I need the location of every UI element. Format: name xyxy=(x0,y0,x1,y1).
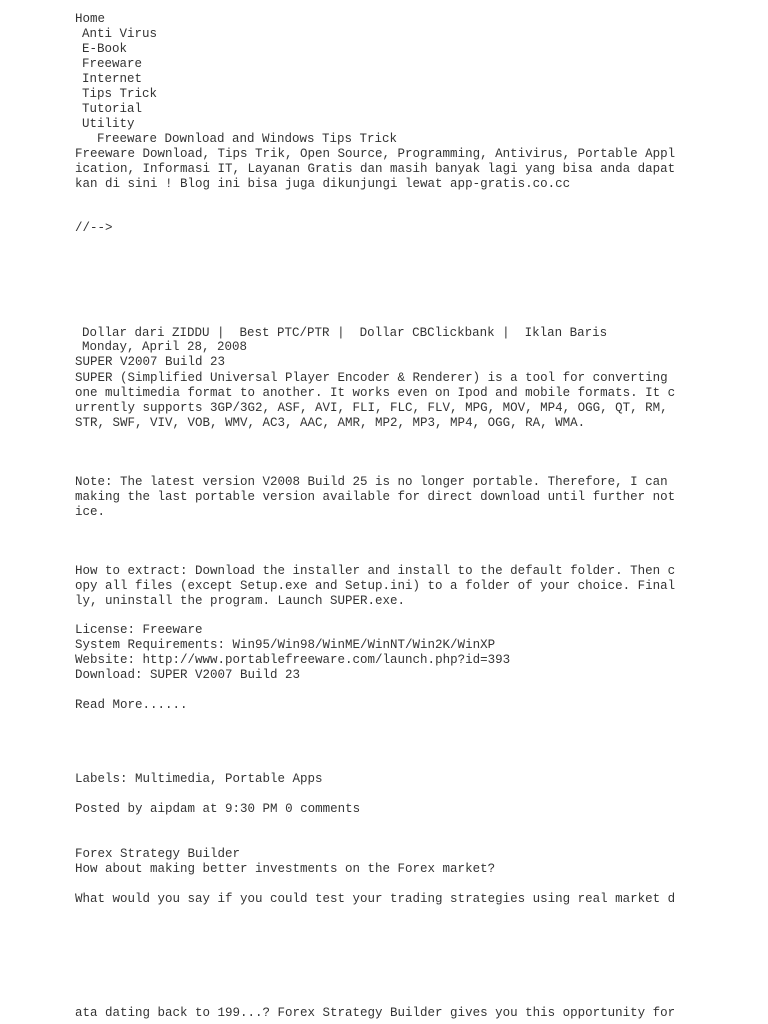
nav-anti-virus-link[interactable]: Anti Virus xyxy=(82,27,158,41)
script-comment: //--> xyxy=(75,221,113,235)
posted-by-prefix: Posted by xyxy=(75,802,151,816)
ad-link-ziddu[interactable]: Dollar dari ZIDDU xyxy=(82,326,210,340)
post-body-line: What would you say if you could test your trading strategies using real market d xyxy=(75,892,676,906)
nav-tutorial-link[interactable]: Tutorial xyxy=(82,102,143,116)
ad-links-separator: | xyxy=(494,326,525,340)
post-title-link[interactable]: SUPER V2007 Build 23 xyxy=(75,355,226,369)
post-author: aipdam xyxy=(150,802,196,816)
ad-link-ptc[interactable]: Best PTC/PTR xyxy=(239,326,330,340)
ad-links-bar xyxy=(82,326,607,341)
post-body-line: STR, SWF, VIV, VOB, WMV, AC3, AAC, AMR, MP2, MP3, MP4, OGG, RA, WMA. xyxy=(75,416,586,430)
post-extract-line: opy all files (except Setup.exe and Setup.ini) to a folder of your choice. Final xyxy=(75,579,676,593)
post-note-line: ice. xyxy=(75,505,106,519)
website-link[interactable]: http://www.portablefreeware.com/launch.php?id=393 xyxy=(142,653,511,667)
ad-links-separator: | xyxy=(329,326,360,340)
nav-tips-trick-link[interactable]: Tips Trick xyxy=(82,87,158,101)
post-website xyxy=(75,653,510,668)
posted-at: at xyxy=(195,802,226,816)
blog-description-line: ication, Informasi IT, Layanan Gratis dan masih banyak lagi yang bisa anda dapat xyxy=(75,162,676,176)
nav-ebook-link[interactable]: E-Book xyxy=(82,42,128,56)
post-body-line: one multimedia format to another. It works even on Ipod and mobile formats. It c xyxy=(75,386,676,400)
labels-prefix: Labels: xyxy=(75,772,136,786)
ad-link-iklan-baris[interactable]: Iklan Baris xyxy=(524,326,608,340)
post-time-link[interactable]: 9:30 PM xyxy=(225,802,278,816)
nav-utility-link[interactable]: Utility xyxy=(82,117,135,131)
post-body-line: ata dating back to 199...? Forex Strategy Builder gives you this opportunity for xyxy=(75,1006,676,1020)
blog-description-line: Freeware Download, Tips Trik, Open Source, Programming, Antivirus, Portable Appl xyxy=(75,147,676,161)
label-link-multimedia[interactable]: Multimedia xyxy=(135,772,211,786)
post-body-line: SUPER (Simplified Universal Player Encoder & Renderer) is a tool for converting xyxy=(75,371,668,385)
blog-description-line: kan di sini ! Blog ini bisa juga dikunjungi lewat app-gratis.co.cc xyxy=(75,177,571,191)
nav-home-link[interactable]: Home xyxy=(75,12,106,26)
read-more-link[interactable]: Read More...... xyxy=(75,698,188,712)
post-note-line: making the last portable version available for direct download until further not xyxy=(75,490,676,504)
post-extract-line: ly, uninstall the program. Launch SUPER.exe. xyxy=(75,594,406,608)
nav-internet-link[interactable]: Internet xyxy=(82,72,143,86)
ad-links-separator: | xyxy=(209,326,240,340)
label-link-portable-apps[interactable]: Portable Apps xyxy=(225,772,323,786)
post-labels xyxy=(75,772,323,787)
post-footer xyxy=(75,802,360,817)
post-title-link[interactable]: Forex Strategy Builder xyxy=(75,847,241,861)
post-body-line: urrently supports 3GP/3G2, ASF, AVI, FLI, FLC, FLV, MPG, MOV, MP4, OGG, QT, RM, xyxy=(75,401,668,415)
labels-separator: , xyxy=(210,772,226,786)
download-prefix: Download: xyxy=(75,668,151,682)
post-date: Monday, April 28, 2008 xyxy=(82,340,248,354)
download-link[interactable]: SUPER V2007 Build 23 xyxy=(150,668,301,682)
post-requirements: System Requirements: Win95/Win98/WinME/WinNT/Win2K/WinXP xyxy=(75,638,496,652)
website-prefix: Website: xyxy=(75,653,143,667)
nav-freeware-link[interactable]: Freeware xyxy=(82,57,143,71)
post-license: License: Freeware xyxy=(75,623,203,637)
post-extract-line: How to extract: Download the installer and install to the default folder. Then c xyxy=(75,564,676,578)
blog-title[interactable]: Freeware Download and Windows Tips Trick xyxy=(97,132,398,146)
post-download xyxy=(75,668,300,683)
ad-link-cbclickbank[interactable]: Dollar CBClickbank xyxy=(359,326,495,340)
comments-link[interactable]: 0 comments xyxy=(285,802,361,816)
post-note-line: Note: The latest version V2008 Build 25 is no longer portable. Therefore, I can xyxy=(75,475,668,489)
post-subtitle: How about making better investments on the Forex market? xyxy=(75,862,496,876)
